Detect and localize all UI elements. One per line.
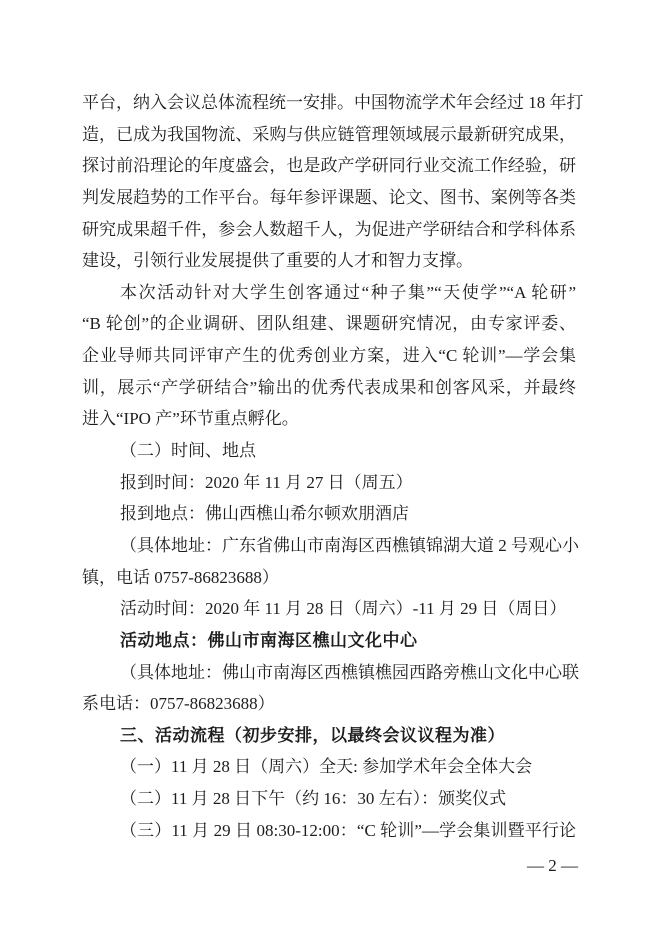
text-line: 判发展趋势的工作平台。每年参评课题、论文、图书、案例等各类 bbox=[82, 187, 576, 207]
text-line: 企业导师共同评审产生的优秀创业方案，进入“C 轮训”—学会集 bbox=[82, 346, 576, 366]
text-line: 镇，电话 0757-86823688） bbox=[82, 567, 279, 587]
text-line: 训，展示“产学研结合”输出的优秀代表成果和创客风采，并最终 bbox=[82, 377, 576, 397]
text-line: 活动时间：2020 年 11 月 28 日（周六）-11 月 29 日（周日） bbox=[120, 599, 567, 619]
section-heading: （二）时间、地点 bbox=[120, 441, 256, 461]
text-line: 造，已成为我国物流、采购与供应链管理领域展示最新研究成果， bbox=[82, 124, 576, 144]
text-line: 平台，纳入会议总体流程统一安排。中国物流学术年会经过 18 年打 bbox=[82, 93, 584, 112]
text-line: （一）11 月 28 日（周六）全天: 参加学术年会全体大会 bbox=[120, 757, 533, 777]
page-number: — 2 — bbox=[527, 856, 578, 875]
text-line: 建设，引领行业发展提供了重要的人才和智力支撑。 bbox=[82, 251, 473, 271]
text-line: 研究成果超千件，参会人数超千人，为促进产学研结合和学科体系 bbox=[82, 219, 576, 239]
text-line: （三）11 月 29 日 08:30-12:00：“C 轮训”—学会集训暨平行论 bbox=[120, 820, 576, 840]
text-line: （二）11 月 28 日下午（约 16：30 左右）：颁奖仪式 bbox=[120, 789, 507, 809]
document-body bbox=[82, 87, 584, 846]
text-line: “B 轮创”的企业调研、团队组建、课题研究情况，由专家评委、 bbox=[82, 314, 576, 334]
activity-location-heading: 活动地点：佛山市南海区樵山文化中心 bbox=[120, 630, 418, 650]
text-line: （具体地址：佛山市南海区西樵镇樵园西路旁樵山文化中心联 bbox=[120, 662, 579, 682]
section-heading: 三、活动流程（初步安排，以最终会议议程为准） bbox=[120, 725, 505, 745]
text-line: 进入“IPO 产”环节重点孵化。 bbox=[82, 409, 299, 429]
text-line: 报到地点：佛山西樵山希尔顿欢朋酒店 bbox=[120, 504, 409, 524]
text-line: 探讨前沿理论的年度盛会，也是政产学研同行业交流工作经验，研 bbox=[82, 156, 576, 176]
text-line: （具体地址：广东省佛山市南海区西樵镇锦湖大道 2 号观心小 bbox=[120, 535, 579, 555]
text-line: 系电话：0757-86823688） bbox=[82, 694, 275, 714]
text-line: 本次活动针对大学生创客通过“种子集”“天使学”“A 轮研” bbox=[120, 282, 576, 302]
text-line: 报到时间：2020 年 11 月 27 日（周五） bbox=[120, 472, 413, 492]
